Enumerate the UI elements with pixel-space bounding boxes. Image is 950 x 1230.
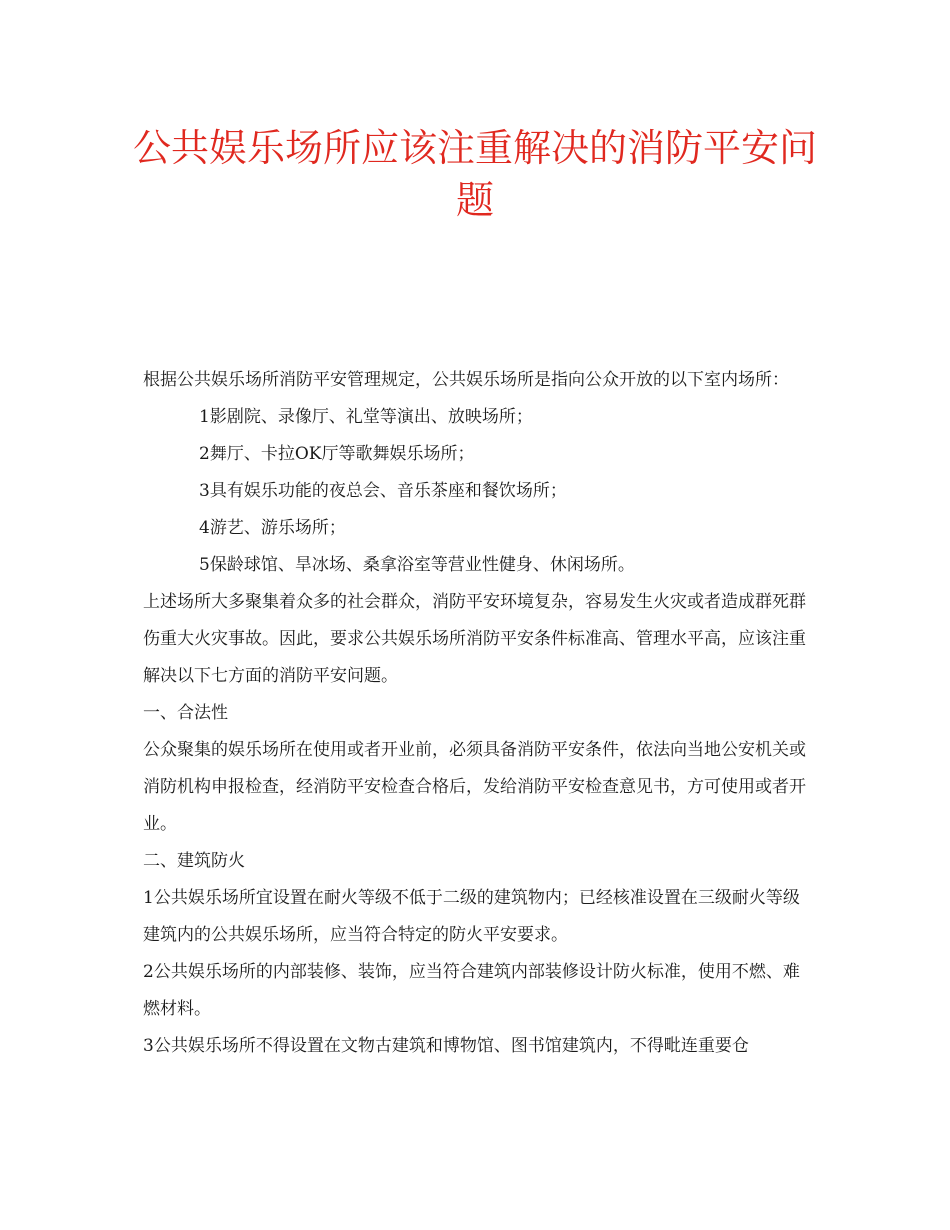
venue-list-item: 4游艺、游乐场所； (199, 518, 346, 538)
document-title: 公共娱乐场所应该注重解决的消防平安问题 (132, 126, 817, 222)
section-heading-legality: 一、合法性 (143, 703, 228, 723)
venue-list-item: 2舞厅、卡拉OK厅等歌舞娱乐场所； (199, 444, 475, 464)
building-fire-item: 1公共娱乐场所宜设置在耐火等级不低于二级的建筑物内；已经核准设置在三级耐火等级建筑内的公共娱乐场所，应当符合特定的防火平安要求。 (143, 888, 800, 945)
venue-list-item: 5保龄球馆、旱冰场、桑拿浴室等营业性健身、休闲场所。 (199, 555, 635, 575)
venue-list-item: 1影剧院、录像厅、礼堂等演出、放映场所； (199, 407, 533, 427)
venue-list-item: 3具有娱乐功能的夜总会、音乐茶座和餐饮场所； (199, 481, 567, 501)
intro-paragraph: 根据公共娱乐场所消防平安管理规定，公共娱乐场所是指向公众开放的以下室内场所： (143, 370, 789, 390)
building-fire-item: 3公共娱乐场所不得设置在文物古建筑和博物馆、图书馆建筑内，不得毗连重要仓 (143, 1036, 749, 1056)
section-legality-text: 公众聚集的娱乐场所在使用或者开业前，必须具备消防平安条件，依法向当地公安机关或消防机构申报检查，经消防平安检查合格后，发给消防平安检查意见书，方可使用或者开业。 (143, 740, 806, 834)
building-fire-item: 2公共娱乐场所的内部装修、装饰，应当符合建筑内部装修设计防火标准，使用不燃、难燃材料。 (143, 962, 800, 1019)
summary-paragraph: 上述场所大多聚集着众多的社会群众，消防平安环境复杂，容易发生火灾或者造成群死群伤重大火灾事故。因此，要求公共娱乐场所消防平安条件标准高、管理水平高，应该注重解决以下七方面的消防平安问题。 (143, 592, 806, 686)
section-heading-building-fire: 二、建筑防火 (143, 851, 245, 871)
document-body (143, 362, 813, 1065)
